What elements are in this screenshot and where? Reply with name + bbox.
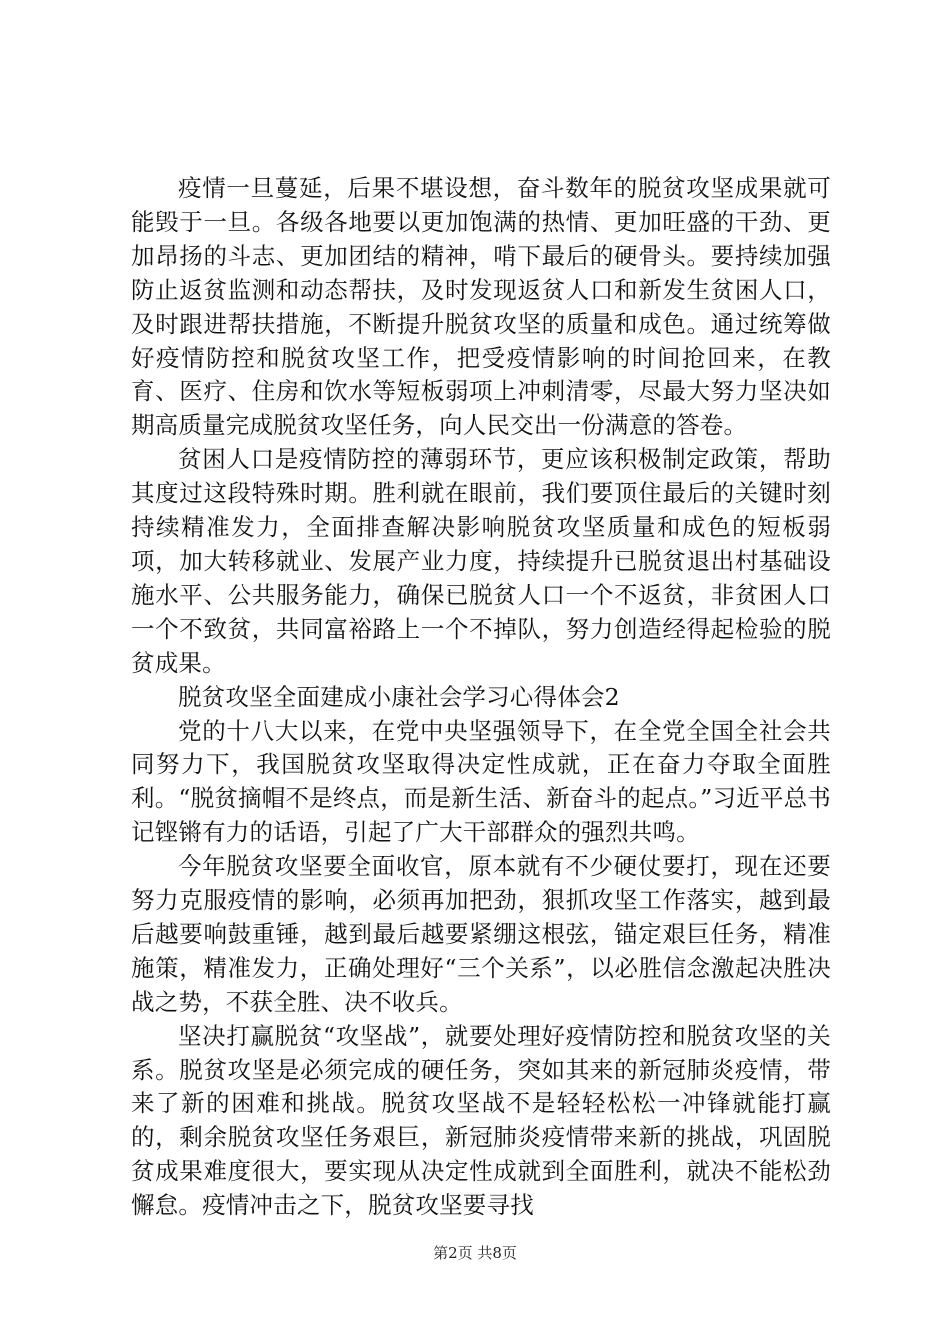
page-footer: 第2页 共8页 (433, 1244, 517, 1262)
paragraph: 坚决打赢脱贫“攻坚战”，就要处理好疫情防控和脱贫攻坚的关系。脱贫攻坚是必须完成的硬任务，突如其来的新冠肺炎疫情，带来了新的困难和挑战。脱贫攻坚战不是轻轻松松一冲锋就能打赢的，剩余脱贫攻坚任务艰巨，新冠肺炎疫情带来新的挑战，巩固脱贫成果难度很大，要实现从决定性成就到全面胜利，就决不能松劲懈怠。疫情冲击之下，脱贫攻坚要寻找 (131, 1021, 831, 1220)
paragraph: 党的十八大以来，在党中央坚强领导下，在全党全国全社会共同努力下，我国脱贫攻坚取得决定性成就，正在奋力夺取全面胜利。“脱贫摘帽不是终点，而是新生活、新奋斗的起点。”习近平总书记铿锵有力的话语，引起了广大干部群众的强烈共鸣。 (131, 716, 831, 847)
document-body (131, 172, 831, 1223)
paragraph: 疫情一旦蔓延，后果不堪设想，奋斗数年的脱贫攻坚成果就可能毁于一旦。各级各地要以更加饱满的热情、更加旺盛的干劲、更加昂扬的斗志、更加团结的精神，啃下最后的硬骨头。要持续加强防止返贫监测和动态帮扶，及时发现返贫人口和新发生贫困人口，及时跟进帮扶措施，不断提升脱贫攻坚的质量和成色。通过统筹做好疫情防控和脱贫攻坚工作，把受疫情影响的时间抢回来，在教育、医疗、住房和饮水等短板弱项上冲刺清零，尽最大努力坚决如期高质量完成脱贫攻坚任务，向人民交出一份满意的答卷。 (131, 174, 831, 440)
paragraph: 今年脱贫攻坚要全面收官，原本就有不少硬仗要打，现在还要努力克服疫情的影响，必须再加把劲，狠抓攻坚工作落实，越到最后越要响鼓重锤，越到最后越要紧绷这根弦，锚定艰巨任务，精准施策，精准发力，正确处理好“三个关系”，以必胜信念激起决胜决战之势，不获全胜、决不收兵。 (131, 852, 831, 1016)
paragraph: 贫困人口是疫情防控的薄弱环节，更应该积极制定政策，帮助其度过这段特殊时期。胜利就在眼前，我们要顶住最后的关键时刻持续精准发力，全面排查解决影响脱贫攻坚质量和成色的短板弱项，加大转移就业、发展产业力度，持续提升已脱贫退出村基础设施水平、公共服务能力，确保已脱贫人口一个不返贫，非贫困人口一个不致贫，共同富裕路上一个不掉队，努力创造经得起检验的脱贫成果。 (131, 445, 831, 677)
section-heading: 脱贫攻坚全面建成小康社会学习心得体会2 (178, 682, 620, 711)
